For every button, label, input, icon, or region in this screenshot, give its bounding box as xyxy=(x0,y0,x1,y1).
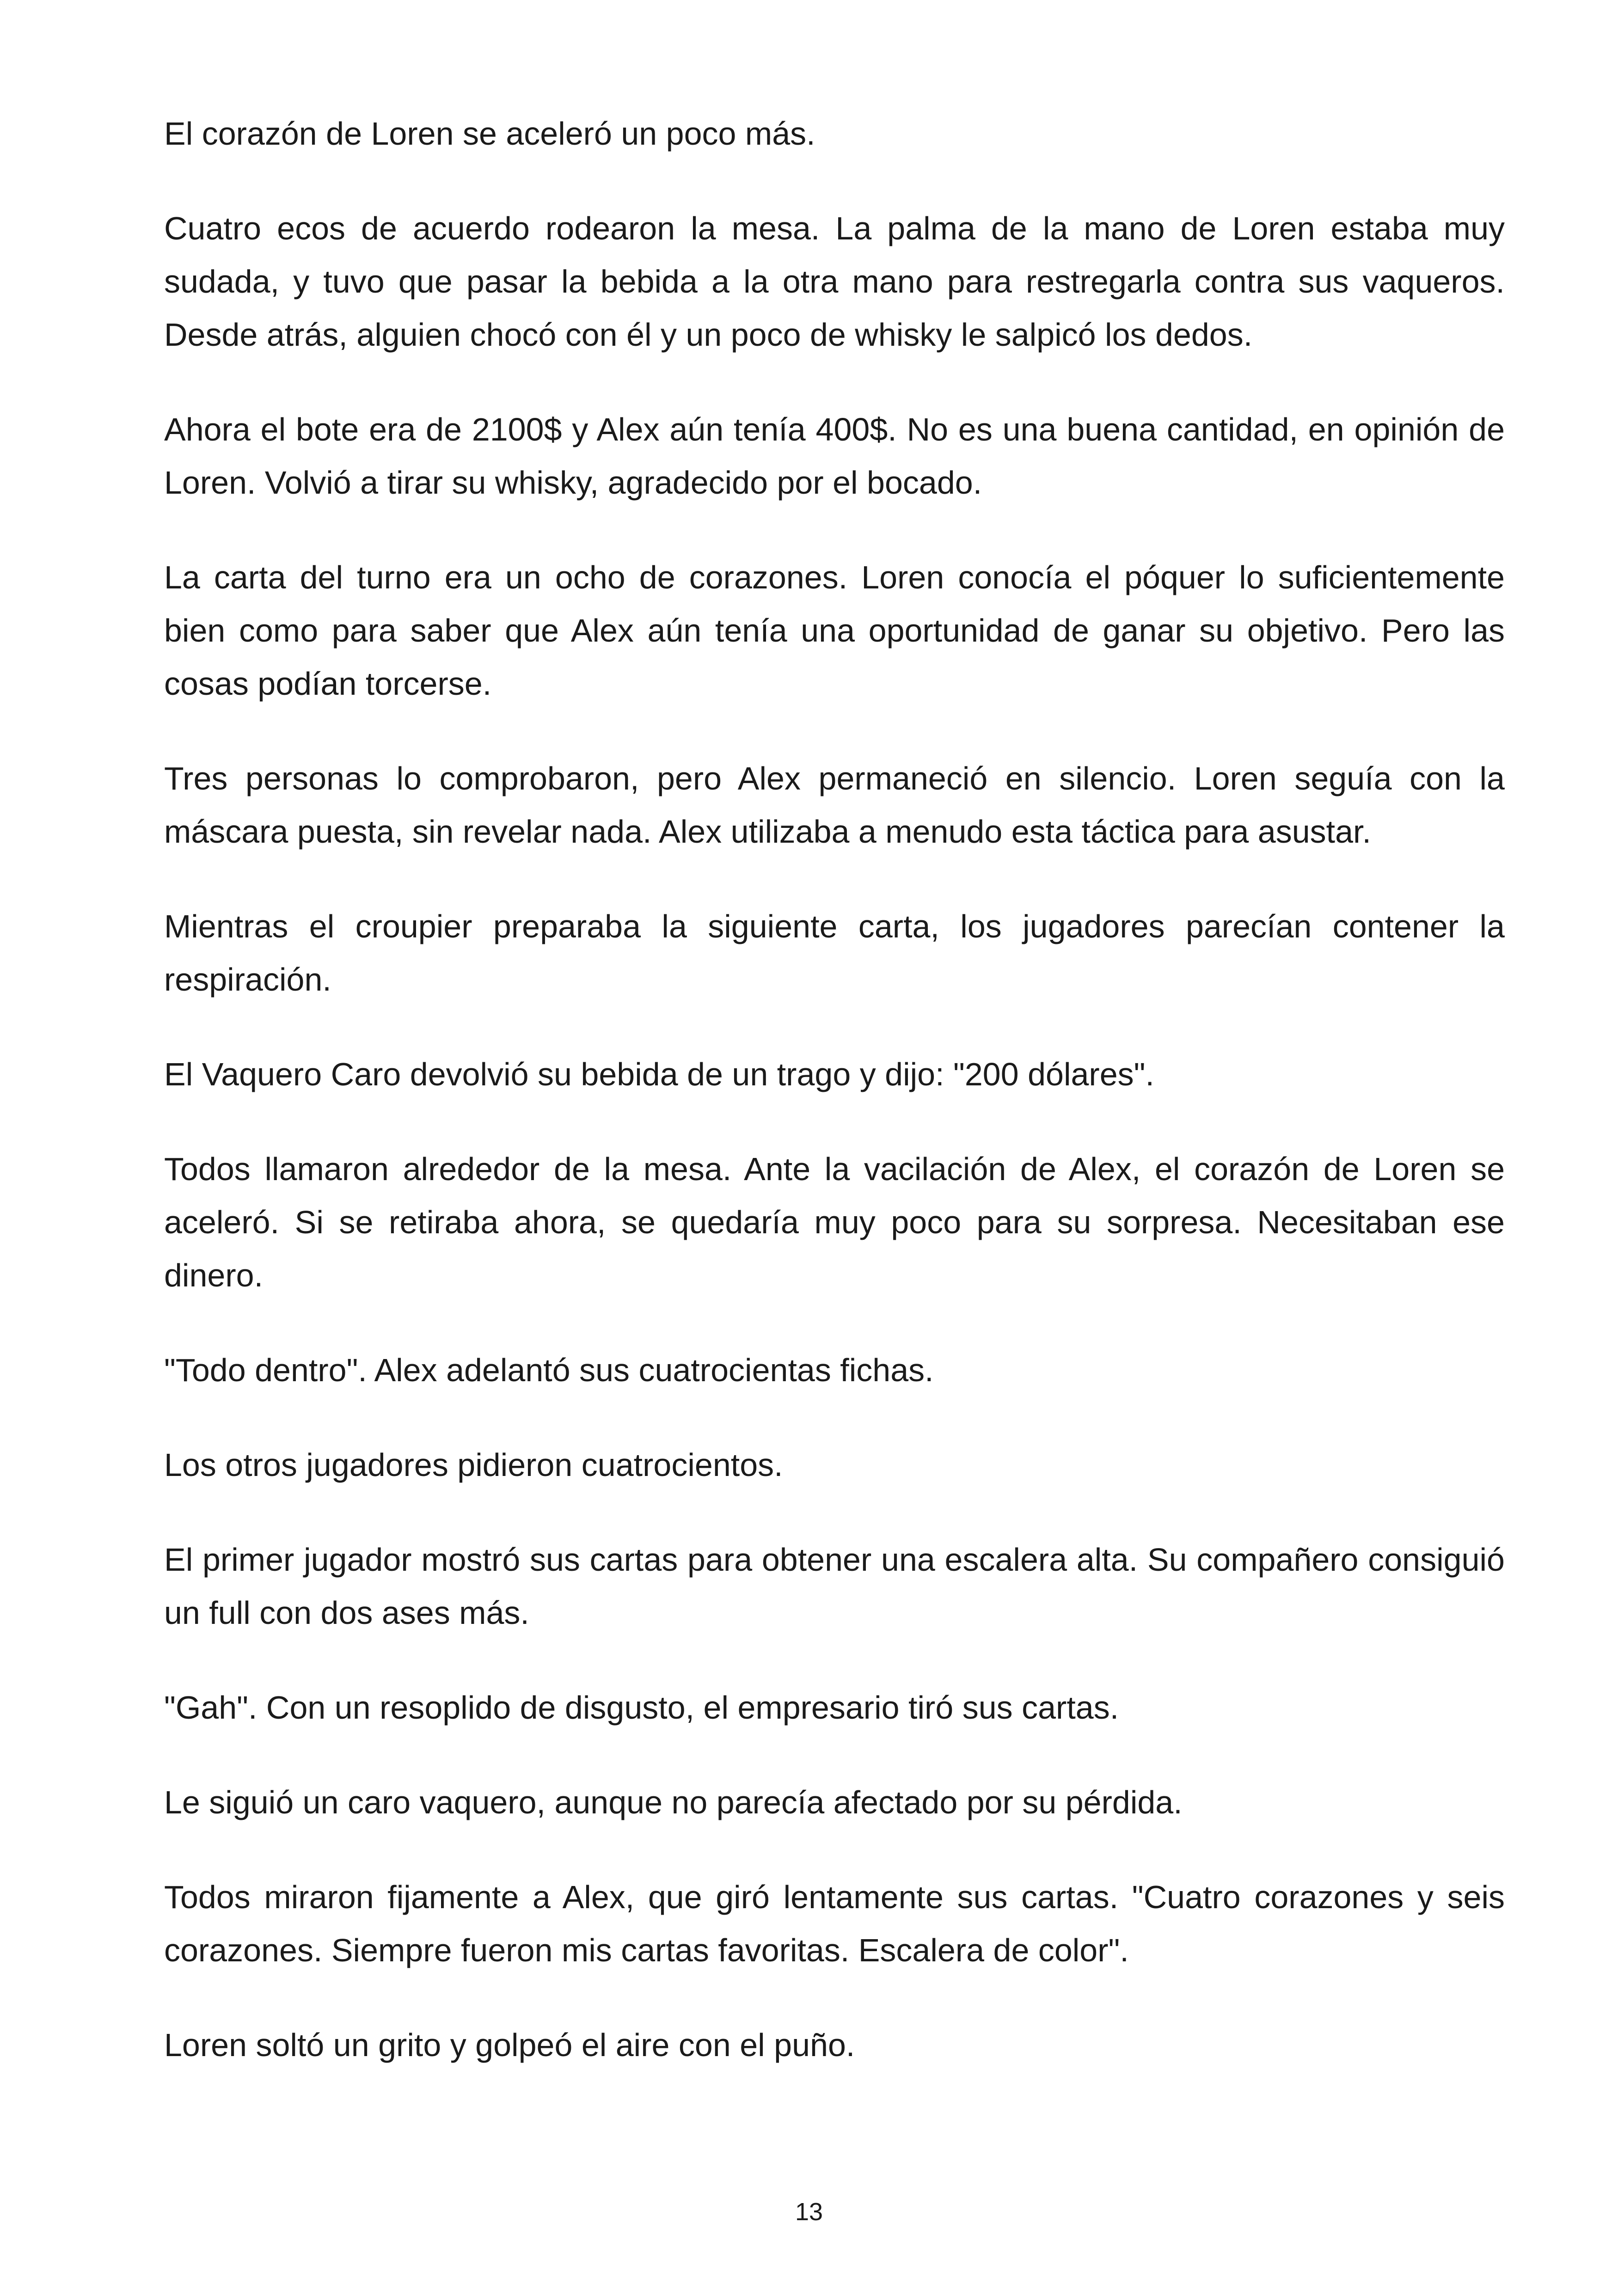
paragraph: Todos llamaron alrededor de la mesa. Ante la vacilación de Alex, el corazón de Loren se aceleró. Si se retiraba ahora, se quedaría muy poco para su sorpresa. Necesitaban ese dinero. xyxy=(164,1151,1505,1293)
paragraph: La carta del turno era un ocho de corazones. Loren conocía el póquer lo suficientemente bien como para saber que Alex aún tenía una oportunidad de ganar su objetivo. Pero las cosas podían torcerse. xyxy=(164,559,1505,702)
paragraph: "Gah". Con un resoplido de disgusto, el empresario tiró sus cartas. xyxy=(164,1690,1119,1726)
paragraph: El corazón de Loren se aceleró un poco más. xyxy=(164,116,815,152)
paragraph: El Vaquero Caro devolvió su bebida de un trago y dijo: "200 dólares". xyxy=(164,1056,1154,1092)
paragraph: Tres personas lo comprobaron, pero Alex permaneció en silencio. Loren seguía con la máscara puesta, sin revelar nada. Alex utilizaba a menudo esta táctica para asustar. xyxy=(164,760,1505,850)
body-text xyxy=(164,107,1505,2113)
paragraph: Mientras el croupier preparaba la siguiente carta, los jugadores parecían contener la respiración. xyxy=(164,908,1505,998)
paragraph: El primer jugador mostró sus cartas para obtener una escalera alta. Su compañero consiguió un full con dos ases más. xyxy=(164,1542,1505,1631)
page-number: 13 xyxy=(795,2198,823,2226)
paragraph: Todos miraron fijamente a Alex, que giró lentamente sus cartas. "Cuatro corazones y seis corazones. Siempre fueron mis cartas favoritas. Escalera de color". xyxy=(164,1879,1505,1968)
paragraph: Loren soltó un grito y golpeó el aire con el puño. xyxy=(164,2027,855,2063)
paragraph: Le siguió un caro vaquero, aunque no parecía afectado por su pérdida. xyxy=(164,1784,1183,1820)
paragraph: Los otros jugadores pidieron cuatrocientos. xyxy=(164,1447,783,1483)
paragraph: "Todo dentro". Alex adelantó sus cuatrocientas fichas. xyxy=(164,1352,934,1388)
paragraph: Cuatro ecos de acuerdo rodearon la mesa. La palma de la mano de Loren estaba muy sudada, y tuvo que pasar la bebida a la otra mano para restregarla contra sus vaqueros. Desde atrás, alguien chocó con él y un poco de whisky le salpicó los dedos. xyxy=(164,210,1505,353)
paragraph: Ahora el bote era de 2100$ y Alex aún tenía 400$. No es una buena cantidad, en opinión de Loren. Volvió a tirar su whisky, agradecido por el bocado. xyxy=(164,411,1505,501)
